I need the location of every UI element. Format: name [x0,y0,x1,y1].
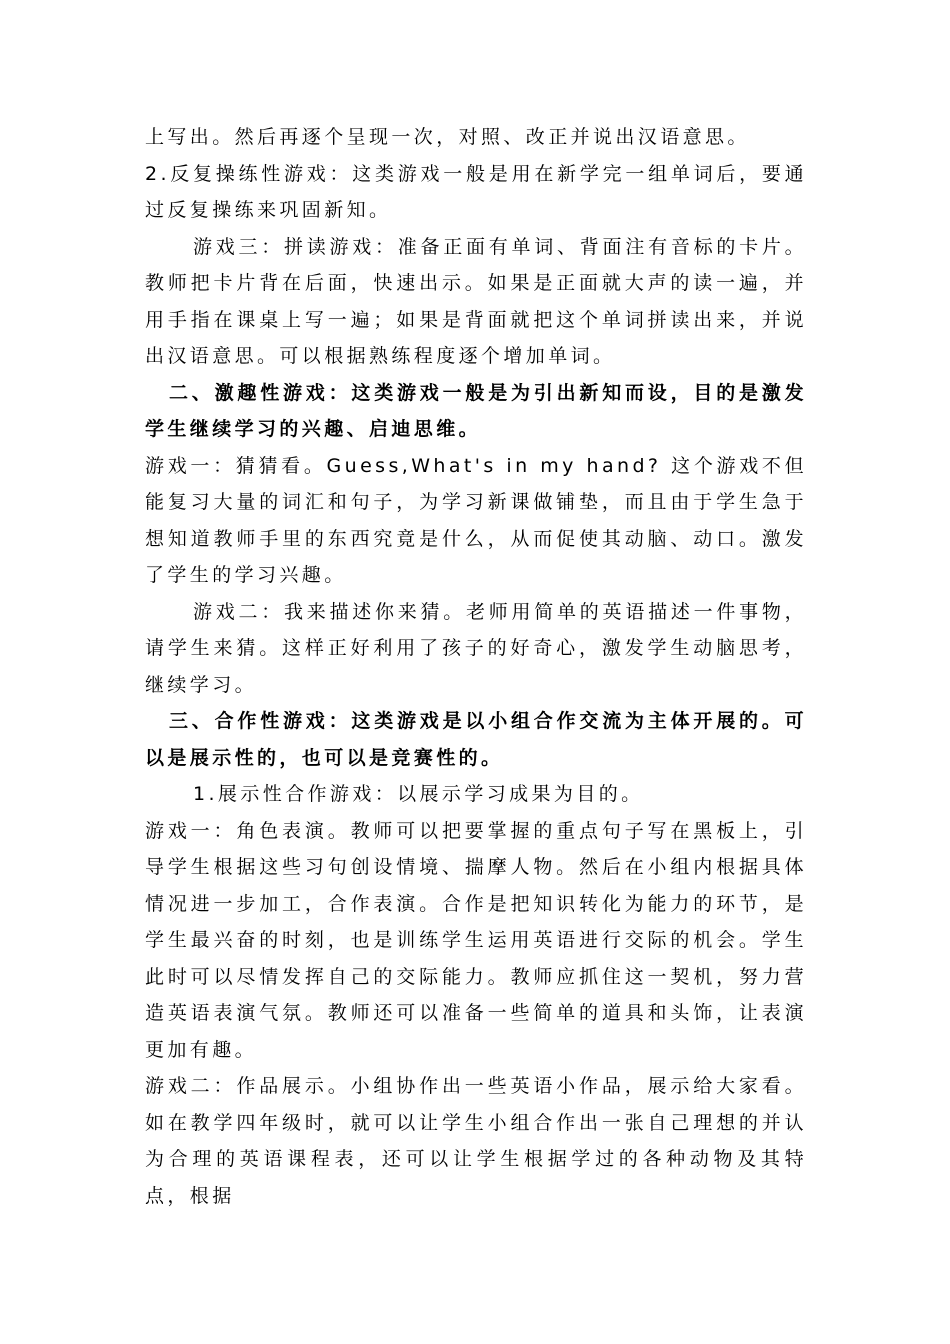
paragraph-work-display: 游戏二：作品展示。小组协作出一些英语小作品，展示给大家看。如在教学四年级时，就可以让学生小组合作出一张自己理想的并认为合理的英语课程表，还可以让学生根据学过的各种动物及其特点，根据 [145,1075,807,1207]
section-heading-cooperative-games: 三、合作性游戏：这类游戏是以小组合作交流为主体开展的。可以是展示性的，也可以是竞赛性的。 [145,710,807,769]
paragraph-game-three: 游戏三：拼读游戏：准备正面有单词、背面注有音标的卡片。教师把卡片背在后面，快速出示。如果是正面就大声的读一遍，并用手指在课桌上写一遍；如果是背面就把这个单词拼读出来，并说出汉语意思。可以根据熟练程度逐个增加单词。 [145,235,807,367]
paragraph-describe-game: 游戏二：我来描述你来猜。老师用简单的英语描述一件事物，请学生来猜。这样正好利用了孩子的好奇心，激发学生动脑思考，继续学习。 [145,600,807,696]
paragraph-role-play: 游戏一：角色表演。教师可以把要掌握的重点句子写在黑板上，引导学生根据这些习句创设情境、揣摩人物。然后在小组内根据具体情况进一步加工，合作表演。合作是把知识转化为能力的环节，是学生最兴奋的时刻，也是训练学生运用英语进行交际的机会。学生此时可以尽情发挥自己的交际能力。教师应抓住这一契机，努力营造英语表演气氛。教师还可以准备一些简单的道具和头饰，让表演更加有趣。 [145,819,807,1061]
section-heading-interest-games: 二、激趣性游戏：这类游戏一般是为引出新知而设，目的是激发学生继续学习的兴趣、启迪思维。 [145,381,807,440]
document-page [145,119,807,1214]
paragraph-drill-games: 2.反复操练性游戏：这类游戏一般是用在新学完一组单词后，要通过反复操练来巩固新知。 [145,162,807,221]
paragraph-display-games: 1.展示性合作游戏：以展示学习成果为目的。 [193,783,644,805]
paragraph-continuation: 上写出。然后再逐个呈现一次，对照、改正并说出汉语意思。 [145,126,750,148]
paragraph-guess-game: 游戏一：猜猜看。Guess,What's in my hand? 这个游戏不但能复习大量的词汇和句子，为学习新课做铺垫，而且由于学生急于想知道教师手里的东西究竟是什么，从而促使其动脑、动口。激发了学生的学习兴趣。 [145,454,807,586]
